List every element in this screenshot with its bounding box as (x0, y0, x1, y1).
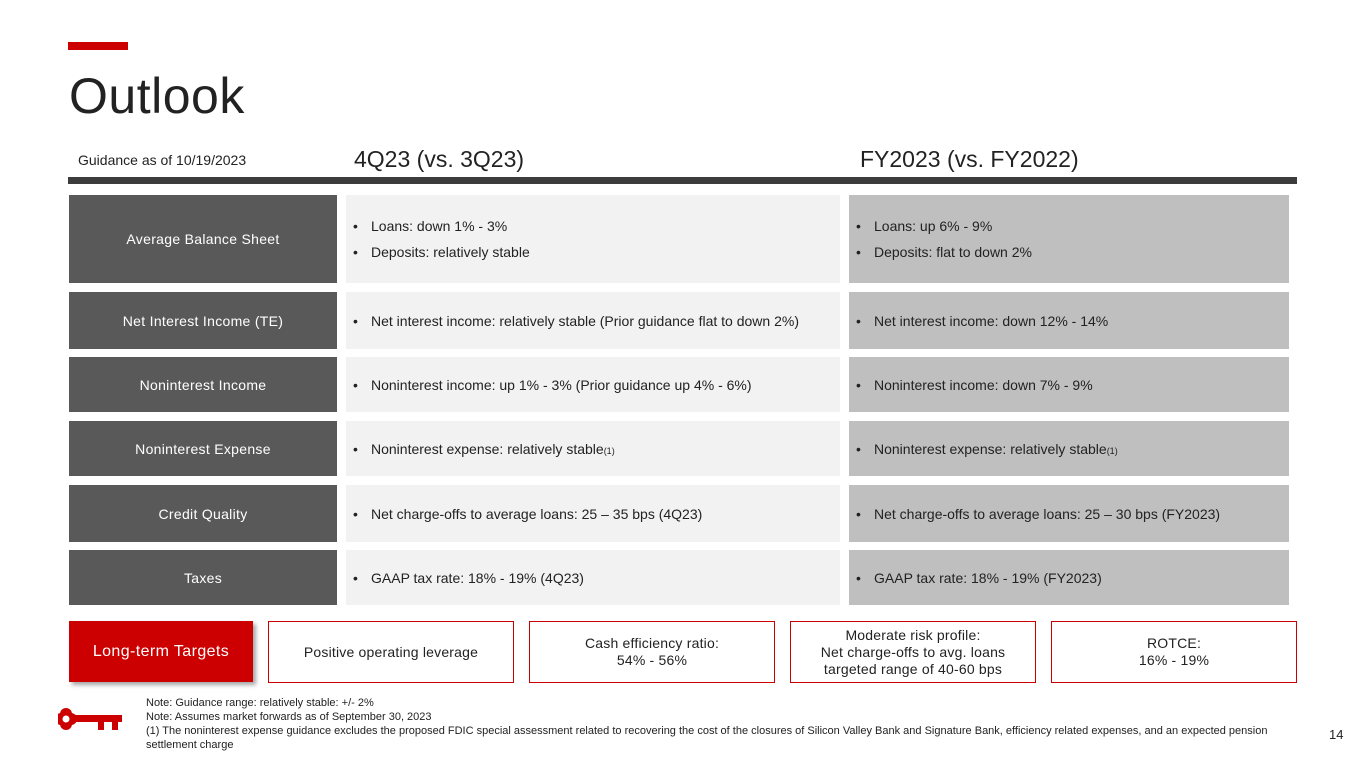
guidance-row-taxes (69, 550, 1289, 605)
bullet-item: • GAAP tax rate: 18% - 19% (4Q23) (353, 569, 584, 586)
row-label: Average Balance Sheet (69, 195, 337, 283)
note-market-forwards: Note: Assumes market forwards as of September 30, 2023 (146, 711, 432, 723)
guidance-date: Guidance as of 10/19/2023 (78, 152, 247, 168)
bullet-item: • Noninterest income: up 1% - 3% (Prior guidance up 4% - 6%) (353, 376, 752, 393)
guidance-row-noninterest-expense (69, 421, 1289, 476)
target-rotce: ROTCE: 16% - 19% (1051, 621, 1297, 683)
full-year-guidance-cell (849, 421, 1289, 476)
row-label: Noninterest Income (69, 357, 337, 412)
bullet-item: • Deposits: relatively stable (353, 244, 530, 260)
guidance-row-noninterest-income (69, 357, 1289, 412)
bullet-item: • Net charge-offs to average loans: 25 – 35 bps (4Q23) (353, 505, 703, 522)
full-year-guidance-cell (849, 195, 1289, 283)
column-header-full-year: FY2023 (vs. FY2022) (860, 146, 1079, 172)
row-label: Net Interest Income (TE) (69, 292, 337, 349)
bullet-item: • Loans: down 1% - 3% (353, 218, 508, 234)
target-operating-leverage: Positive operating leverage (268, 621, 514, 683)
bullet-item: • Deposits: flat to down 2% (856, 244, 1032, 260)
page-title: Outlook (69, 68, 245, 124)
page-number: 14 (1329, 727, 1344, 742)
bullet-item: • Noninterest income: down 7% - 9% (856, 376, 1093, 393)
quarter-guidance-cell (346, 195, 840, 283)
note-guidance-range: Note: Guidance range: relatively stable: +/- 2% (146, 697, 374, 709)
quarter-guidance-cell (346, 421, 840, 476)
full-year-guidance-cell (849, 550, 1289, 605)
full-year-guidance-cell (849, 485, 1289, 542)
row-label: Credit Quality (69, 485, 337, 542)
note-expense-exclusion: (1) The noninterest expense guidance excludes the proposed FDIC special assessment related to recovering the cost of the closures of Silicon Valley Bank and Signature Bank, efficiency related expenses, and an expected pension settlement charge (146, 725, 1268, 751)
target-cash-efficiency-ratio: Cash efficiency ratio: 54% - 56% (529, 621, 775, 683)
bullet-item: • Loans: up 6% - 9% (856, 218, 993, 234)
long-term-targets-label: Long-term Targets (69, 621, 253, 682)
bullet-item: • Net interest income: relatively stable (Prior guidance flat to down 2%) (353, 312, 799, 329)
quarter-guidance-cell (346, 485, 840, 542)
guidance-row-average-balance-sheet (69, 195, 1289, 283)
quarter-guidance-cell (346, 550, 840, 605)
bullet-item: • GAAP tax rate: 18% - 19% (FY2023) (856, 569, 1102, 586)
bullet-item: • Noninterest expense: relatively stable (1) (856, 440, 1118, 457)
row-label: Noninterest Expense (69, 421, 337, 476)
column-header-quarter: 4Q23 (vs. 3Q23) (354, 146, 525, 172)
full-year-guidance-cell (849, 292, 1289, 349)
guidance-row-net-interest-income (69, 292, 1289, 349)
guidance-row-credit-quality (69, 485, 1289, 542)
title-accent-bar (68, 42, 128, 50)
quarter-guidance-cell (346, 292, 840, 349)
target-risk-profile: Moderate risk profile: Net charge-offs to avg. loans targeted range of 40-60 bps (790, 621, 1036, 683)
row-label: Taxes (69, 550, 337, 605)
header-divider (68, 177, 1297, 184)
full-year-guidance-cell (849, 357, 1289, 412)
bullet-item: • Net interest income: down 12% - 14% (856, 312, 1109, 329)
bullet-item: • Net charge-offs to average loans: 25 – 30 bps (FY2023) (856, 505, 1221, 522)
footnotes (146, 696, 1296, 752)
quarter-guidance-cell (346, 357, 840, 412)
key-logo-icon (58, 704, 124, 734)
bullet-item: • Noninterest expense: relatively stable (1) (353, 440, 615, 457)
